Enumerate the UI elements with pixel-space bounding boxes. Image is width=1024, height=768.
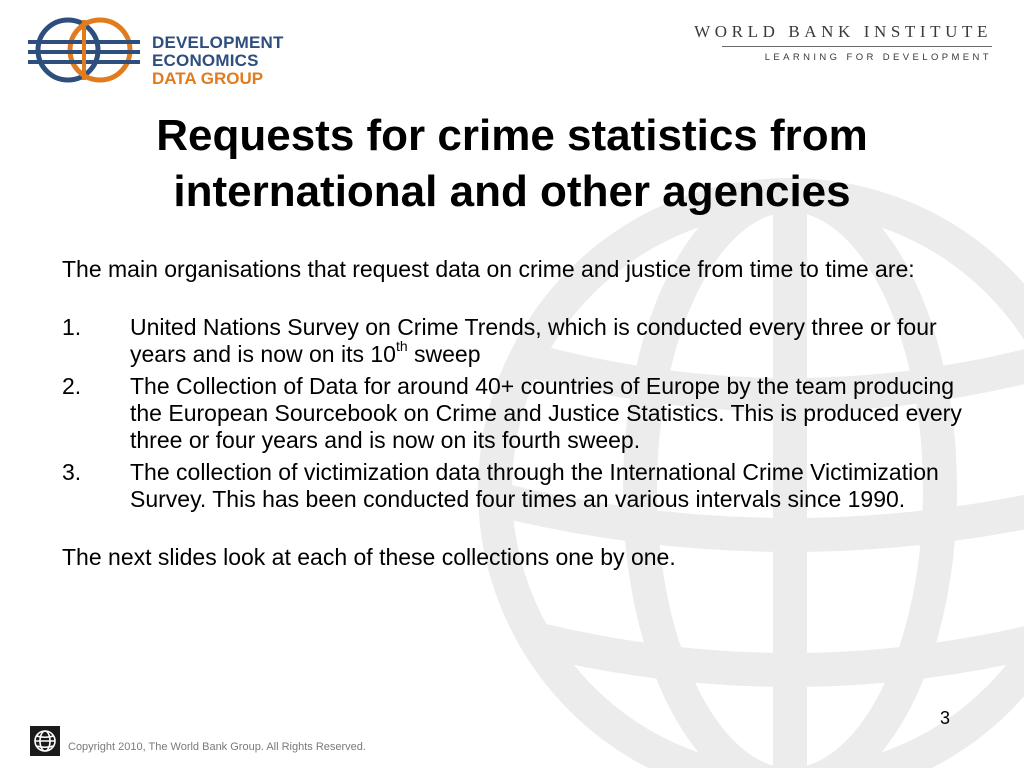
intro-paragraph: The main organisations that request data on crime and justice from time to time are:	[62, 256, 915, 282]
development-economics-logo	[24, 14, 354, 86]
globe-logo-icon	[24, 14, 144, 86]
slide-title	[0, 108, 1024, 220]
list-item	[62, 459, 972, 513]
superscript: th	[395, 338, 408, 355]
slide-body	[62, 256, 972, 571]
copyright-text: Copyright 2010, The World Bank Group. All Rights Reserved.	[68, 741, 366, 753]
list-text-main: United Nations Survey on Crime Trends, which is conducted every three or four years and is now on its 10	[130, 314, 937, 367]
list-text: The Collection of Data for around 40+ countries of Europe by the team producing the European Sourcebook on Crime and Justice Statistics. This is produced every three or four years and is now on its fourth sweep.	[130, 373, 962, 453]
list-number: 3.	[62, 459, 82, 485]
logo-left-text	[152, 34, 354, 88]
list-item	[62, 314, 972, 368]
title-line-2: international and other agencies	[173, 167, 851, 216]
logo-line-2: DATA GROUP	[152, 69, 264, 88]
world-bank-institute-logo	[694, 22, 992, 63]
list-number: 2.	[62, 373, 82, 399]
world-bank-globe-icon	[30, 726, 60, 756]
list-text: The collection of victimization data through the International Crime Victimization Survey. This has been conducted four times an various intervals since 1990.	[130, 459, 939, 512]
page-number: 3	[940, 708, 951, 728]
list-number: 1.	[62, 314, 82, 340]
wbi-name: WORLD BANK INSTITUTE	[694, 22, 992, 41]
list-text	[130, 314, 972, 368]
title-line-1: Requests for crime statistics from	[156, 111, 868, 160]
agency-list	[62, 314, 972, 513]
list-text-tail: sweep	[407, 341, 481, 367]
logo-line-1: DEVELOPMENT ECONOMICS	[152, 33, 284, 70]
list-item	[62, 373, 972, 454]
closing-paragraph: The next slides look at each of these collections one by one.	[62, 544, 676, 570]
wbi-tagline: LEARNING FOR DEVELOPMENT	[764, 52, 992, 63]
